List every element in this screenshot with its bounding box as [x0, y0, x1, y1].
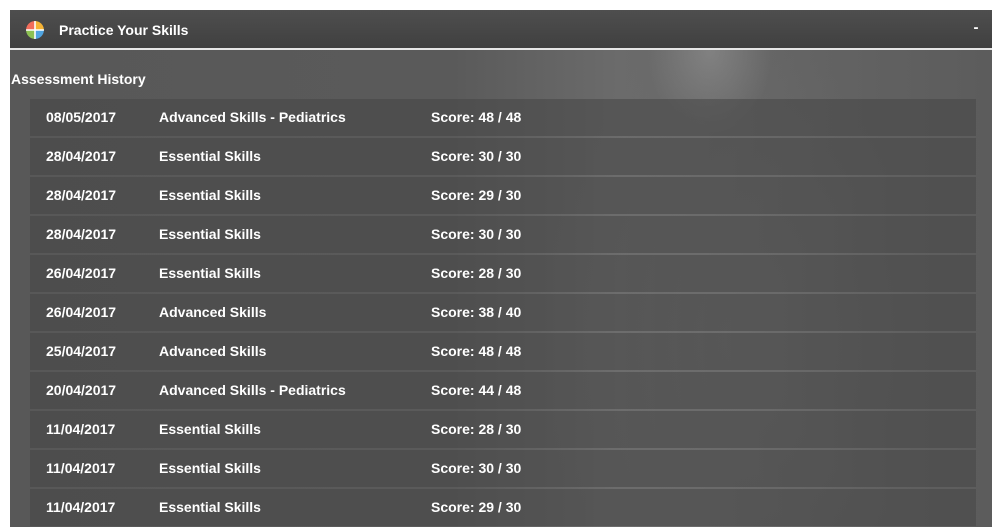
row-score: Score: 29 / 30	[431, 187, 522, 203]
row-test-name: Essential Skills	[159, 148, 261, 164]
row-test-name: Essential Skills	[159, 187, 261, 203]
skills-logo-icon	[26, 21, 44, 39]
history-row[interactable]	[30, 138, 976, 175]
assessment-history-title: Assessment History	[11, 71, 146, 87]
row-date: 28/04/2017	[46, 187, 117, 203]
row-date: 25/04/2017	[46, 343, 117, 359]
row-date: 11/04/2017	[46, 421, 116, 437]
history-row[interactable]	[30, 216, 976, 253]
history-row[interactable]	[30, 411, 976, 448]
assessment-history-list	[30, 99, 976, 527]
panel-title: Practice Your Skills	[59, 22, 189, 38]
row-test-name: Essential Skills	[159, 421, 261, 437]
row-score: Score: 30 / 30	[431, 148, 522, 164]
row-score: Score: 30 / 30	[431, 460, 522, 476]
panel-header	[10, 10, 992, 50]
row-score: Score: 44 / 48	[431, 382, 522, 398]
row-test-name: Essential Skills	[159, 499, 261, 515]
history-row[interactable]	[30, 99, 976, 136]
history-row[interactable]	[30, 489, 976, 526]
row-score: Score: 30 / 30	[431, 226, 522, 242]
row-score: Score: 38 / 40	[431, 304, 522, 320]
history-row[interactable]	[30, 255, 976, 292]
row-test-name: Essential Skills	[159, 460, 261, 476]
row-score: Score: 29 / 30	[431, 499, 522, 515]
row-date: 11/04/2017	[46, 499, 116, 515]
row-test-name: Advanced Skills - Pediatrics	[159, 109, 346, 125]
practice-skills-panel	[10, 10, 992, 527]
row-date: 08/05/2017	[46, 109, 117, 125]
history-row[interactable]	[30, 372, 976, 409]
history-row[interactable]	[30, 333, 976, 370]
row-date: 26/04/2017	[46, 265, 117, 281]
row-score: Score: 48 / 48	[431, 343, 522, 359]
row-date: 28/04/2017	[46, 226, 117, 242]
row-test-name: Advanced Skills	[159, 304, 267, 320]
row-score: Score: 28 / 30	[431, 421, 522, 437]
row-score: Score: 48 / 48	[431, 109, 522, 125]
row-date: 28/04/2017	[46, 148, 117, 164]
row-test-name: Essential Skills	[159, 265, 261, 281]
row-test-name: Advanced Skills	[159, 343, 267, 359]
row-test-name: Advanced Skills - Pediatrics	[159, 382, 346, 398]
history-row[interactable]	[30, 177, 976, 214]
row-date: 20/04/2017	[46, 382, 117, 398]
row-date: 26/04/2017	[46, 304, 117, 320]
collapse-button[interactable]: -	[973, 19, 979, 36]
history-row[interactable]	[30, 450, 976, 487]
row-score: Score: 28 / 30	[431, 265, 522, 281]
row-test-name: Essential Skills	[159, 226, 261, 242]
row-date: 11/04/2017	[46, 460, 116, 476]
history-row[interactable]	[30, 294, 976, 331]
